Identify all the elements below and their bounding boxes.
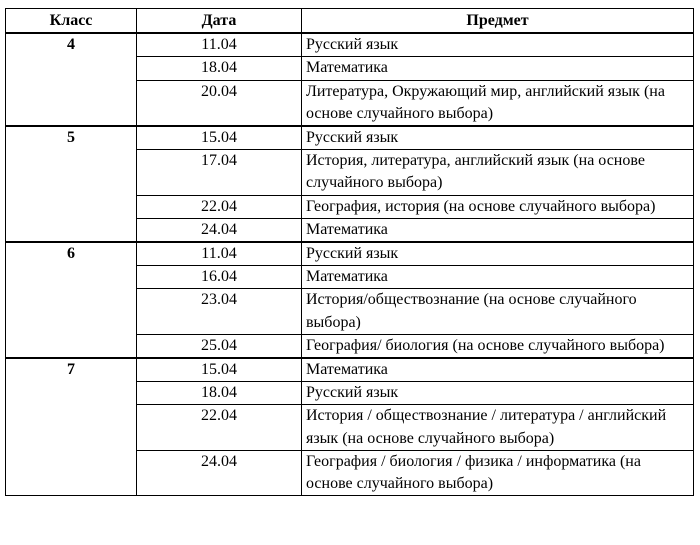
subject-cell: Русский язык: [302, 382, 694, 405]
date-cell: 22.04: [137, 405, 302, 450]
date-cell: 11.04: [137, 33, 302, 57]
subject-cell: История, литература, английский язык (на основе случайного выбора): [302, 150, 694, 195]
date-cell: 22.04: [137, 195, 302, 218]
date-cell: 17.04: [137, 150, 302, 195]
subject-cell: История / обществознание / литература / английский язык (на основе случайного выбора): [302, 405, 694, 450]
subject-cell: Литература, Окружающий мир, английский язык (на основе случайного выбора): [302, 80, 694, 126]
date-cell: 16.04: [137, 266, 302, 289]
subject-cell: Русский язык: [302, 126, 694, 150]
subject-cell: География/ биология (на основе случайного выбора): [302, 334, 694, 358]
date-cell: 20.04: [137, 80, 302, 126]
class-cell: 7: [6, 358, 137, 496]
date-cell: 23.04: [137, 289, 302, 334]
subject-cell: Математика: [302, 57, 694, 80]
date-cell: 18.04: [137, 57, 302, 80]
class-cell: 6: [6, 242, 137, 358]
subject-cell: География / биология / физика / информатика (на основе случайного выбора): [302, 450, 694, 495]
date-cell: 15.04: [137, 126, 302, 150]
schedule-table: [5, 8, 694, 496]
subject-cell: Русский язык: [302, 242, 694, 266]
table-row: [6, 358, 694, 382]
date-cell: 24.04: [137, 218, 302, 242]
subject-cell: Математика: [302, 218, 694, 242]
header-subject: Предмет: [302, 9, 694, 34]
table-row: [6, 242, 694, 266]
date-cell: 11.04: [137, 242, 302, 266]
subject-cell: Математика: [302, 358, 694, 382]
header-class: Класс: [6, 9, 137, 34]
subject-cell: История/обществознание (на основе случайного выбора): [302, 289, 694, 334]
date-cell: 18.04: [137, 382, 302, 405]
subject-cell: Русский язык: [302, 33, 694, 57]
class-cell: 5: [6, 126, 137, 242]
date-cell: 24.04: [137, 450, 302, 495]
header-row: [6, 9, 694, 34]
subject-cell: Математика: [302, 266, 694, 289]
date-cell: 25.04: [137, 334, 302, 358]
class-cell: 4: [6, 33, 137, 126]
table-row: [6, 33, 694, 57]
subject-cell: География, история (на основе случайного выбора): [302, 195, 694, 218]
table-row: [6, 126, 694, 150]
header-date: Дата: [137, 9, 302, 34]
date-cell: 15.04: [137, 358, 302, 382]
